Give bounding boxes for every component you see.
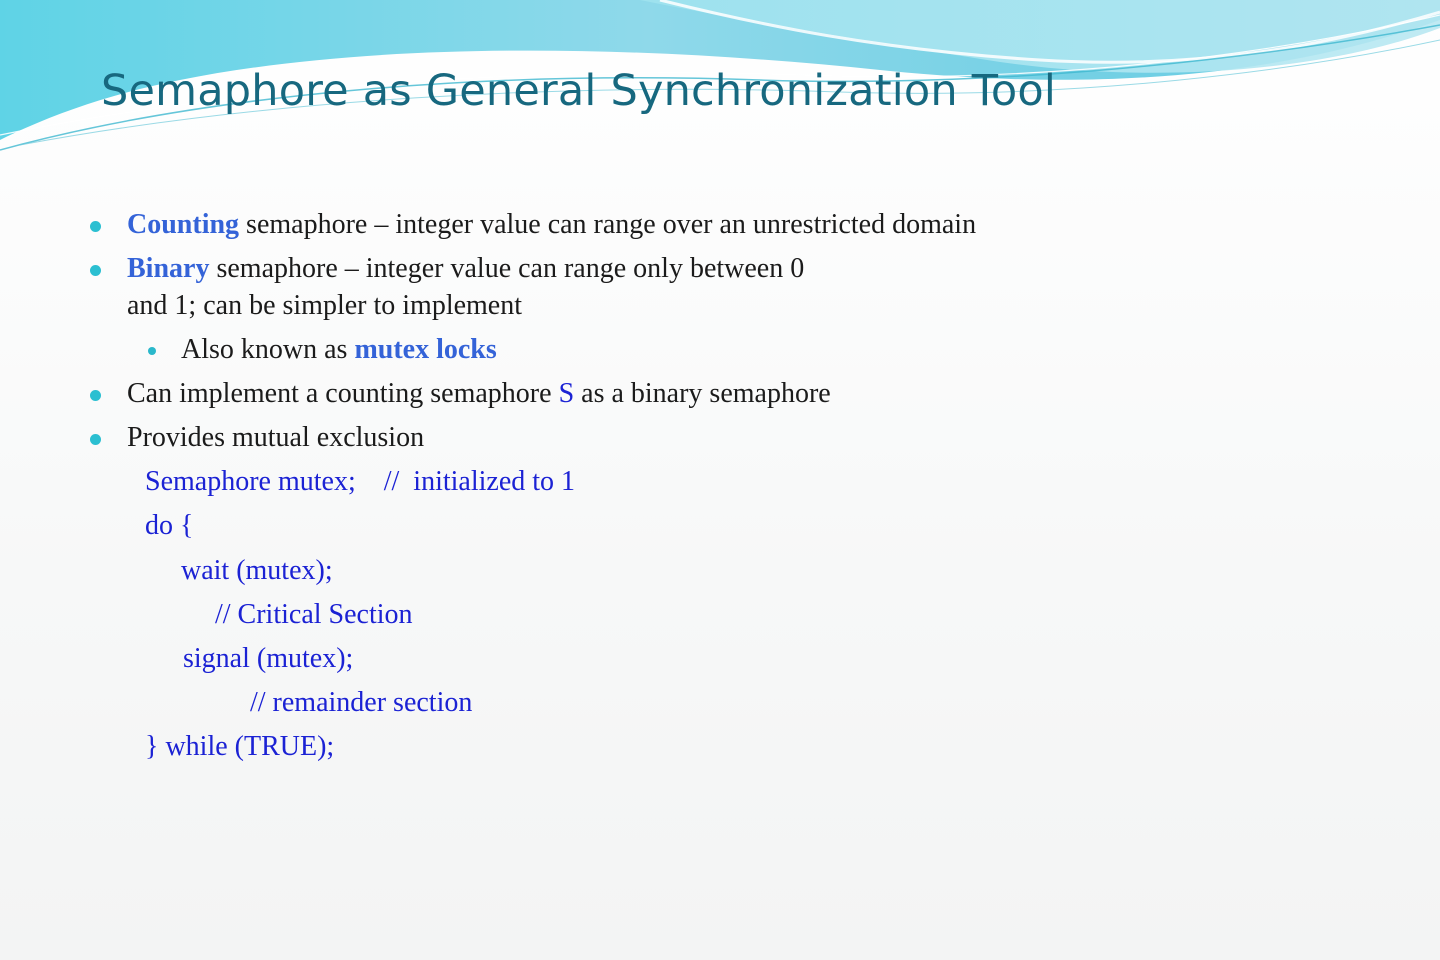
sub-bullet-mutex-locks xyxy=(181,332,497,368)
symbol-s: S xyxy=(558,378,575,409)
bullet-text: Also known as xyxy=(181,334,355,365)
bullet-icon xyxy=(90,390,101,401)
bullet-counting-as-binary xyxy=(127,376,831,412)
slide-title: Semaphore as General Synchronization Tool xyxy=(101,66,1057,116)
bullet-text: as a binary semaphore xyxy=(574,378,831,409)
bullet-mutual-exclusion: Provides mutual exclusion xyxy=(127,422,425,453)
bullet-icon xyxy=(90,265,101,276)
code-line: Semaphore mutex; // initialized to 1 xyxy=(145,466,576,497)
bullet-text: Can implement a counting semaphore xyxy=(127,378,559,409)
code-line: wait (mutex); xyxy=(181,555,333,586)
bullet-binary-continuation: and 1; can be simpler to implement xyxy=(127,290,523,321)
bullet-text: semaphore – integer value can range only between 0 xyxy=(209,253,805,284)
code-line: } while (TRUE); xyxy=(145,731,335,762)
sub-bullet-icon xyxy=(148,347,156,355)
code-line: do { xyxy=(145,510,194,541)
bullet-icon xyxy=(90,221,101,232)
keyword-mutex-locks: mutex locks xyxy=(354,334,497,365)
bullet-text: semaphore – integer value can range over an unrestricted domain xyxy=(239,209,977,240)
bullet-counting xyxy=(127,207,976,243)
code-line: signal (mutex); xyxy=(183,643,354,674)
bullet-icon xyxy=(90,434,101,445)
code-line: // remainder section xyxy=(250,687,473,718)
code-line: // Critical Section xyxy=(215,599,413,630)
keyword-counting: Counting xyxy=(127,209,240,240)
bullet-binary xyxy=(127,251,804,287)
keyword-binary: Binary xyxy=(127,253,210,284)
